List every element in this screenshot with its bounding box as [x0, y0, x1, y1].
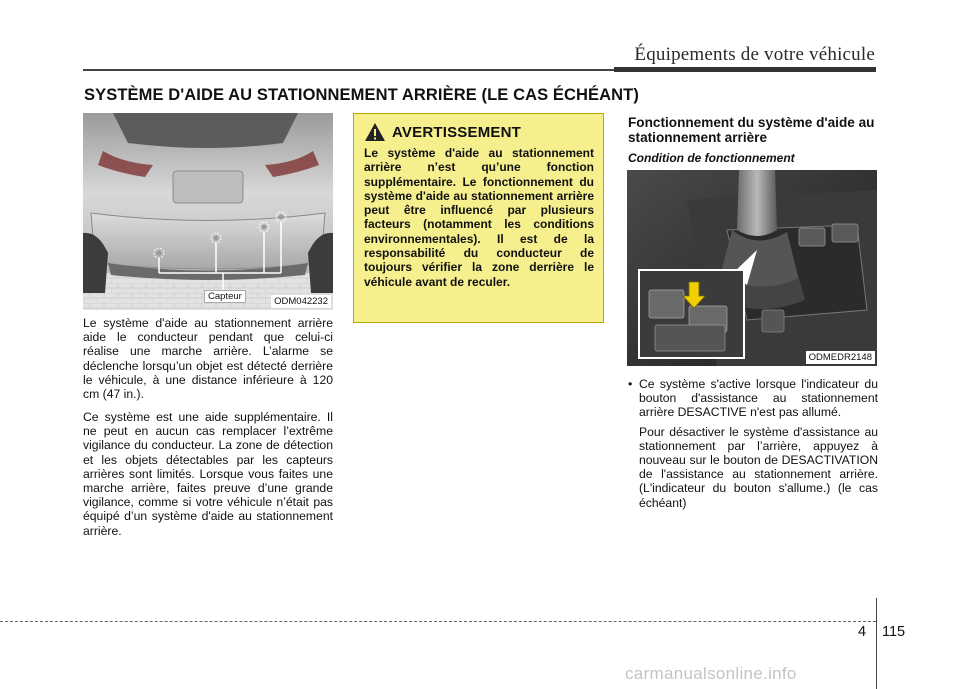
warning-text: Le système d'aide au stationnement arrière n’est qu’une fonction supplémentaire. Le fonctionnement du système d'aide au stationnement arrière peut être influencé par plusieurs facteurs (notamment les conditions environnementales). Il est de la responsabilité du conducteur de toujours vérifier la zone derrière le véhicule avant de reculer. — [364, 146, 594, 289]
chapter-number: 4 — [858, 624, 867, 640]
warning-title: AVERTISSEMENT — [392, 123, 522, 141]
deactivate-instructions: Pour désactiver le système d'assistance au stationnement par l’arrière, appuyez à nouveau sur le bouton de DESACTIVATION de l'assistance au stationnement arrière. (L'indicateur du bouton s'allume.) (le cas échéant) — [639, 424, 878, 510]
footer-rule — [0, 621, 876, 622]
footer-divider — [876, 598, 877, 689]
supplementary-paragraph: Ce système est une aide supplémentaire. Il ne peut en aucun cas remplacer l’extrême vigilance du conducteur. La zone de détection et les objets détectables par les capteurs arrières sont limités. Lorsque vous faites une marche arrière, faites preuve d’une grande vigilance, comme si votre véhicule n’était pas équipé d’un système d'aide au stationnement arrière. — [83, 410, 333, 538]
page-number: 115 — [882, 624, 906, 640]
list-item — [628, 377, 878, 420]
chapter-title: Équipements de votre véhicule — [634, 44, 875, 65]
warning-header — [364, 122, 594, 142]
condition-list — [628, 377, 878, 510]
sensor-label: Capteur — [204, 290, 246, 303]
bullet-icon: • — [628, 377, 633, 391]
figure-code-2: ODMEDR2148 — [806, 351, 875, 364]
watermark: carmanualsonline.info — [625, 664, 797, 683]
condition-subheading: Condition de fonctionnement — [628, 151, 795, 165]
console-button-photo — [627, 170, 877, 366]
header-rule-accent — [614, 67, 876, 72]
figure-code: ODM042232 — [271, 295, 331, 308]
section-title: SYSTÈME D'AIDE AU STATIONNEMENT ARRIÈRE (LE CAS ÉCHÉANT) — [84, 86, 639, 104]
rear-bumper-photo — [83, 113, 333, 310]
warning-triangle-icon — [364, 122, 386, 142]
intro-paragraph: Le système d'aide au stationnement arrière aide le conducteur pendant que celui-ci réalise une marche arrière. L’alarme se déclenche lorsqu’un objet est détecté derrière le véhicule, à une distance inférieure à 120 cm (47 in.). — [83, 316, 333, 402]
list-item-text: Ce système s'active lorsque l'indicateur du bouton d'assistance au stationnement arrière DESACTIVE n'est pas allumé. — [639, 377, 878, 420]
operation-heading: Fonctionnement du système d'aide au stationnement arrière — [628, 115, 875, 145]
warning-box — [353, 113, 604, 323]
